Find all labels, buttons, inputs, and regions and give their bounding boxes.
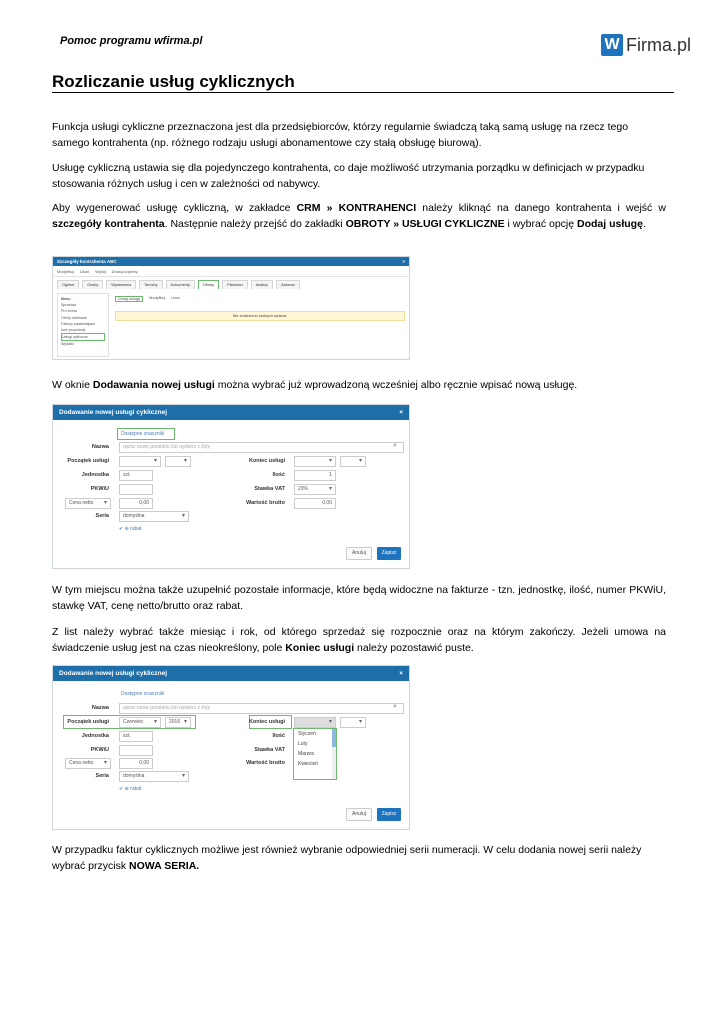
available-tags-link[interactable]: Dostępne znaczniki	[121, 431, 165, 437]
sidebar-menu	[57, 293, 109, 357]
month-option[interactable]: Luty	[298, 741, 308, 747]
paragraph-series: W przypadku faktur cyklicznych możliwe jest również wybranie odpowiedniej serii numeracji. W celu dodania nowej serii należy wybrać przycisk NOWA SERIA.	[52, 844, 642, 872]
add-service-dialog-screenshot	[52, 404, 410, 569]
tab-persons[interactable]: Osoby	[82, 280, 103, 289]
price-type-select[interactable]: Cena netto ▾	[65, 758, 111, 769]
search-icon[interactable]: ⌕	[393, 442, 397, 449]
end-month-select[interactable]	[294, 456, 336, 467]
page-title: Rozliczanie usług cyklicznych	[52, 72, 295, 91]
pkwiu-input[interactable]	[119, 484, 153, 495]
month-option[interactable]: Kwiecień	[298, 761, 319, 767]
month-option[interactable]: Styczeń	[298, 731, 316, 737]
dialog-title: Dodawanie nowej usługi cyklicznej	[59, 670, 167, 677]
tab-events[interactable]: Wydarzenia	[106, 280, 136, 289]
paragraph-how-to-add: Aby wygenerować usługę cykliczną, w zakładce CRM » KONTRAHENCI należy kliknąć na danego kontrahenta i wejść w szczegóły kontrahenta. Następnie należy przejść do zakładki OBROTY » USŁUGI CYKLICZNE i wybrać opcję Dodaj usługę.	[52, 202, 666, 230]
unit-label: Jednostka	[81, 472, 109, 478]
tab-bar	[53, 277, 409, 289]
toolbar-delete[interactable]: Usuń	[79, 268, 90, 274]
end-month-select[interactable]	[294, 717, 336, 728]
name-input[interactable]: wpisz nowe produktu lub wybierz z listy	[119, 442, 404, 453]
unit-label: Jednostka	[81, 733, 109, 739]
tab-tasks[interactable]: Zadania	[276, 280, 300, 289]
series-select[interactable]: domyślna ▾	[119, 511, 189, 522]
end-label: Koniec usługi	[248, 719, 285, 725]
save-button[interactable]: Zapisz	[377, 808, 401, 821]
tab-deadlines[interactable]: Terminy	[139, 280, 162, 289]
gross-label: Wartość brutto	[246, 500, 285, 506]
sidebar-item-expenses[interactable]: Wydatki	[61, 342, 74, 347]
title-divider	[52, 92, 674, 93]
pkwiu-label: PKWiU	[90, 747, 109, 753]
tab-payments[interactable]: Płatności	[222, 280, 247, 289]
paragraph-other-fields: W tym miejscu można także uzupełnić pozostałe informacje, które będą widoczne na fakturze - tzn. jednostkę, ilość, numer PKWiU, stawkę VAT, cenę netto/brutto oraz rabat.	[52, 584, 666, 612]
unit-input[interactable]: szt.	[119, 470, 153, 481]
delete-button[interactable]: Usuń	[171, 296, 181, 300]
sidebar-title: Menu	[61, 297, 71, 301]
cancel-button[interactable]: Anuluj	[346, 547, 372, 560]
sidebar-item-sales[interactable]: Sprzedaż	[61, 303, 77, 308]
logo-w-icon: W	[601, 34, 623, 56]
add-service-dates-screenshot	[52, 665, 410, 830]
discount-checkbox[interactable]: ✔ ⊕ rabat	[119, 786, 142, 792]
pkwiu-input[interactable]	[119, 745, 153, 756]
start-label: Początek usługi	[67, 458, 109, 464]
dialog-titlebar	[53, 666, 409, 681]
area-toolbar	[115, 296, 180, 302]
month-option[interactable]: Marzec	[298, 751, 315, 757]
vat-label: Stawka VAT	[254, 486, 285, 492]
logo-text: Firma.pl	[626, 34, 692, 55]
toolbar	[53, 266, 409, 277]
series-label: Seria	[95, 773, 109, 779]
qty-label: Ilość	[272, 472, 285, 478]
sidebar-item-proforma[interactable]: Pro forma	[61, 309, 77, 314]
tab-general[interactable]: Ogólne	[57, 280, 79, 289]
paragraph-intro: Funkcja usługi cykliczne przeznaczona jest dla przedsiębiorców, którzy regularnie świadczą taką samą usługę na rzecz tego samego kontrahenta (np. różnego rodzaju usługi abonamentowe czy stałą obsługę biurową).	[52, 121, 629, 149]
available-tags-link[interactable]: Dostępne znaczniki	[121, 691, 165, 697]
series-label: Seria	[95, 513, 109, 519]
discount-label: rabat	[130, 786, 142, 792]
vat-select[interactable]: 23% ▾	[294, 484, 336, 495]
price-input[interactable]: 0,00	[119, 498, 153, 509]
start-label: Początek usługi	[67, 719, 109, 725]
paragraph-per-contractor: Usługę cykliczną ustawia się dla pojedynczego kontrahenta, co daje możliwość utrzymania porządku w definicjach w przypadku stosowania różnych usług i cen w zależności od nabywcy.	[52, 162, 645, 190]
start-year-select[interactable]	[165, 456, 191, 467]
start-month-select[interactable]: Czerwiec ▾	[119, 717, 161, 728]
empty-notice: Nie znaleziono żadnych wpisów.	[115, 311, 405, 321]
close-icon[interactable]: ×	[399, 670, 403, 677]
sidebar-item-invoices[interactable]: Faktury wystawiajace	[61, 321, 96, 326]
gross-label: Wartość brutto	[246, 760, 285, 766]
name-input[interactable]: wpisz nowe produktu lub wybierz z listy	[119, 703, 404, 714]
window-title: Szczegóły kontrahenta ABC	[57, 259, 117, 264]
help-header-title: Pomoc programu wfirma.pl	[60, 35, 203, 47]
name-label: Nazwa	[91, 705, 109, 711]
discount-checkbox[interactable]: ✔ ⊕ rabat	[119, 526, 142, 532]
qty-label: Ilość	[272, 733, 285, 739]
tab-analyses[interactable]: Analizy	[251, 280, 273, 289]
end-year-select[interactable]	[340, 456, 366, 467]
price-input[interactable]: 0,00	[119, 758, 153, 769]
discount-label: rabat	[130, 526, 142, 532]
paragraph-dialog-intro: W oknie Dodawania nowej usługi można wybrać już wprowadzoną wcześniej albo ręcznie wpisać nową usługę.	[52, 379, 578, 391]
window-titlebar	[53, 257, 409, 266]
dropdown-scrollbar[interactable]	[332, 729, 336, 779]
cancel-button[interactable]: Anuluj	[346, 808, 372, 821]
sidebar-item-offers[interactable]: Oferty odebrane	[61, 315, 87, 320]
contractor-details-screenshot	[52, 256, 410, 360]
tab-documents[interactable]: Dokumenty	[166, 280, 195, 289]
unit-input[interactable]: szt.	[119, 731, 153, 742]
vat-label: Stawka VAT	[254, 747, 285, 753]
close-icon[interactable]: ×	[399, 409, 403, 416]
search-icon[interactable]: ⌕	[393, 703, 397, 710]
start-year-select[interactable]: 2016 ▾	[165, 717, 191, 728]
price-type-select[interactable]: Cena netto ▾	[65, 498, 111, 509]
modify-button[interactable]: Modyfikuj	[149, 296, 166, 300]
toolbar-print-envelope[interactable]: Drukuj kopertę	[111, 268, 138, 274]
wfirma-logo	[601, 33, 691, 57]
sidebar-item-other-income[interactable]: Inne przychody	[61, 328, 86, 333]
series-select[interactable]: domyślna ▾	[119, 771, 189, 782]
end-label: Koniec usługi	[248, 458, 285, 464]
end-year-select[interactable]	[340, 717, 366, 728]
sidebar-item-recurring[interactable]: Usługi cykliczne	[61, 333, 105, 341]
dialog-titlebar	[53, 405, 409, 420]
save-button[interactable]: Zapisz	[377, 547, 401, 560]
month-dropdown	[293, 728, 337, 780]
qty-input[interactable]: 1	[294, 470, 336, 481]
add-service-button[interactable]: Dodaj usługę	[115, 296, 143, 302]
toolbar-modify[interactable]: Modyfikuj	[57, 268, 74, 274]
pkwiu-label: PKWiU	[90, 486, 109, 492]
paragraph-dates: Z list należy wybrać także miesiąc i rok, od którego sprzedaż się rozpocznie oraz na którym zakończy. Jeżeli umowa na świadczenie usług jest na czas nieokreślony, pole Koniec usługi należy pozostawić puste.	[52, 626, 666, 654]
dialog-title: Dodawanie nowej usługi cyklicznej	[59, 409, 167, 416]
gross-input[interactable]: 0,00	[294, 498, 336, 509]
name-label: Nazwa	[91, 444, 109, 450]
close-icon[interactable]: ×	[402, 259, 405, 264]
start-month-select[interactable]	[119, 456, 161, 467]
toolbar-send[interactable]: Wyślij	[95, 268, 106, 274]
tab-turnover[interactable]: Obroty	[198, 280, 219, 289]
